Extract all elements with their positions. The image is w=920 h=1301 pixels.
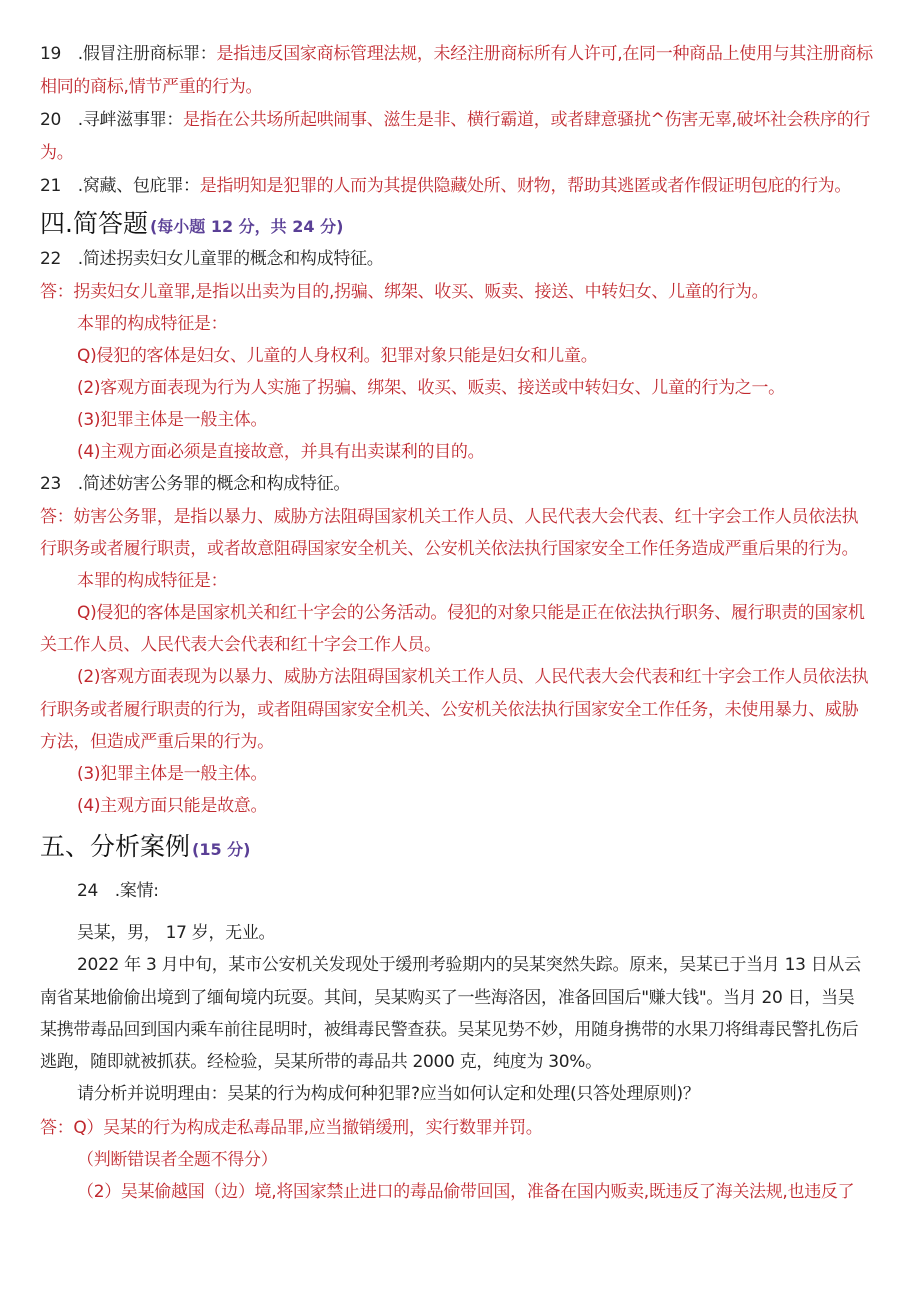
q22-answer-line: 本罪的构成特征是： bbox=[77, 314, 228, 334]
q21-label: 21 .窝藏、包庇罪： bbox=[40, 176, 200, 196]
q23-answer-line: 方法，但造成严重后果的行为。 bbox=[40, 732, 274, 752]
q24-answer-line: （2）吴某偷越国（边）境,将国家禁止进口的毒品偷带回国，准备在国内贩卖,既违反了海关法规,也违反了 bbox=[77, 1182, 855, 1202]
q19-line2: 相同的商标,情节严重的行为。 bbox=[40, 77, 263, 97]
q19-line1 bbox=[40, 43, 880, 65]
q23-answer-line: 行职务或者履行职责，或者故意阻碍国家安全机关、公安机关依法执行国家安全工作任务造成严重后果的行为。 bbox=[40, 539, 859, 559]
q23-answer-line: (3)犯罪主体是一般主体。 bbox=[77, 764, 268, 784]
q23-answer-line: (4)主观方面只能是故意。 bbox=[77, 796, 268, 816]
q24-case-line: 逃跑，随即就被抓获。经检验，吴某所带的毒品共 2000 克，纯度为 30%。 bbox=[40, 1052, 602, 1072]
q24-question: 请分析并说明理由：吴某的行为构成何种犯罪?应当如何认定和处理(只答处理原则)？ bbox=[77, 1084, 700, 1104]
q22-answer-line: Q)侵犯的客体是妇女、儿童的人身权利。犯罪对象只能是妇女和儿童。 bbox=[77, 346, 598, 366]
q20-label: 20 .寻衅滋事罪： bbox=[40, 110, 184, 130]
q22-answer-line: 答：拐卖妇女儿童罪,是指以出卖为目的,拐骗、绑架、收买、贩卖、接送、中转妇女、儿童的行为。 bbox=[40, 282, 769, 302]
q24-label: 24 .案情: bbox=[77, 881, 159, 901]
section5-title: 五、分析案例 bbox=[40, 832, 191, 861]
q22-answer-line: (2)客观方面表现为行为人实施了拐骗、绑架、收买、贩卖、接送或中转妇女、儿童的行为之一。 bbox=[77, 378, 785, 398]
q23-answer-line: 行职务或者履行职责的行为，或者阻碍国家安全机关、公安机关依法执行国家安全工作任务，未使用暴力、威胁 bbox=[40, 700, 859, 720]
q23-answer-line: 答：妨害公务罪，是指以暴力、威胁方法阻碍国家机关工作人员、人民代表大会代表、红十字会工作人员依法执 bbox=[40, 507, 859, 527]
q24-answer-line: （判断错误者全题不得分） bbox=[77, 1150, 278, 1170]
section4-note: (每小题 12 分，共 24 分) bbox=[149, 217, 344, 236]
section5-heading bbox=[40, 832, 250, 865]
section4-title: 四.简答题 bbox=[40, 209, 148, 238]
q24-answer-line: 答：Q）吴某的行为构成走私毒品罪,应当撤销缓刑，实行数罪并罚。 bbox=[40, 1118, 543, 1138]
q24-case-line: 吴某，男， 17 岁，无业。 bbox=[77, 923, 276, 943]
q21-line1 bbox=[40, 175, 880, 197]
q23-answer-line: Q)侵犯的客体是国家机关和红十字会的公务活动。侵犯的对象只能是正在依法执行职务、履行职责的国家机 bbox=[77, 603, 865, 623]
section4-heading bbox=[40, 209, 343, 242]
q22-question: 22 .简述拐卖妇女儿童罪的概念和构成特征。 bbox=[40, 249, 384, 269]
q23-answer-line: 本罪的构成特征是： bbox=[77, 571, 228, 591]
q22-answer-line: (4)主观方面必须是直接故意，并具有出卖谋利的目的。 bbox=[77, 442, 485, 462]
q20-line2: 为。 bbox=[40, 143, 74, 163]
q24-case-line: 南省某地偷偷出境到了缅甸境内玩耍。其间，吴某购买了一些海洛因，准备回国后"赚大钱"。当月 20 日，当吴 bbox=[40, 988, 855, 1008]
q22-answer-line: (3)犯罪主体是一般主体。 bbox=[77, 410, 268, 430]
q20-line1 bbox=[40, 109, 880, 131]
q24-case-line: 2022 年 3 月中旬，某市公安机关发现处于缓刑考验期内的吴某突然失踪。原来，吴某已于当月 13 日从云 bbox=[77, 955, 861, 975]
q20-answer: 是指在公共场所起哄闹事、滋生是非、横行霸道，或者肆意骚扰^伤害无辜,破坏社会秩序的行 bbox=[183, 110, 871, 130]
q19-label: 19 .假冒注册商标罪： bbox=[40, 44, 217, 64]
q23-answer-line: 关工作人员、人民代表大会代表和红十字会工作人员。 bbox=[40, 635, 441, 655]
q23-answer-line: (2)客观方面表现为以暴力、威胁方法阻碍国家机关工作人员、人民代表大会代表和红十字会工作人员依法执 bbox=[77, 667, 869, 687]
q23-question: 23 .简述妨害公务罪的概念和构成特征。 bbox=[40, 474, 351, 494]
q21-answer: 是指明知是犯罪的人而为其提供隐藏处所、财物，帮助其逃匿或者作假证明包庇的行为。 bbox=[199, 176, 852, 196]
section5-note: (15 分) bbox=[192, 840, 251, 859]
q24-case-line: 某携带毒品回到国内乘车前往昆明时，被缉毒民警查获。吴某见势不妙，用随身携带的水果刀将缉毒民警扎伤后 bbox=[40, 1020, 859, 1040]
q19-answer: 是指违反国家商标管理法规，未经注册商标所有人许可,在同一种商品上使用与其注册商标 bbox=[216, 44, 873, 64]
